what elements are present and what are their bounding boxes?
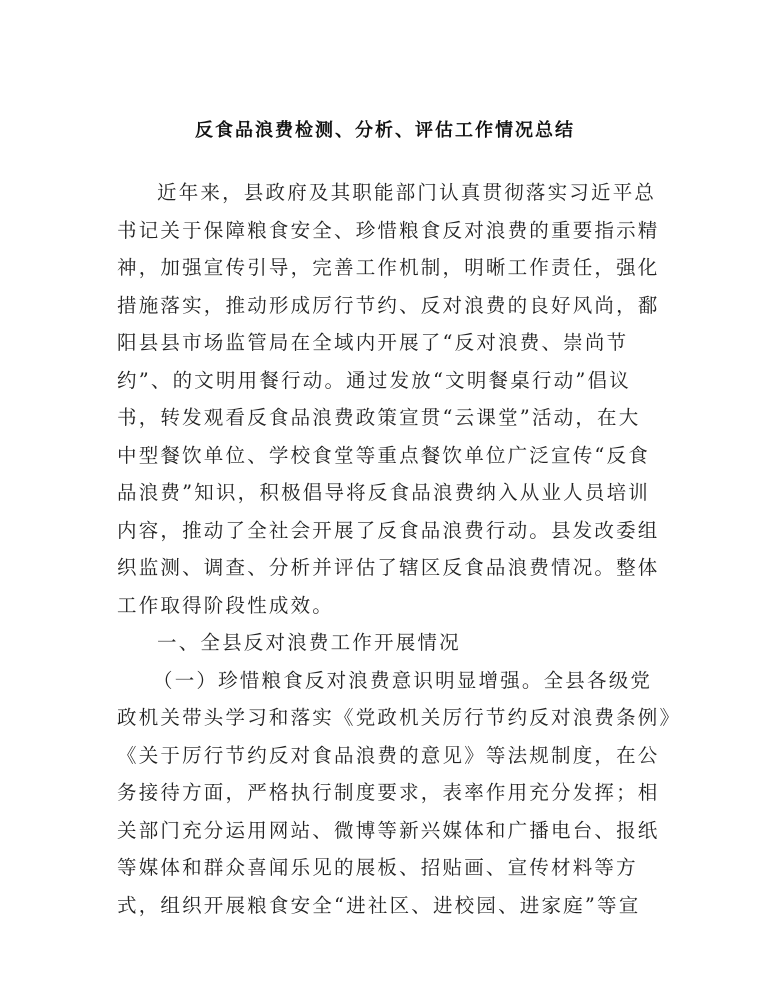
body-line: 等媒体和群众喜闻乐见的展板、招贴画、宣传材料等方	[117, 856, 638, 879]
document-body	[117, 174, 682, 924]
body-line: 措施落实，推动形成厉行节约、反对浪费的良好风尚，鄱	[117, 293, 660, 317]
body-line: 神，加强宣传引导，完善工作机制，明晰工作责任，强化	[117, 256, 660, 279]
body-line: 工作取得阶段性成效。	[117, 593, 335, 617]
body-line: 织监测、调查、分析并评估了辖区反食品浪费情况。整体	[117, 556, 660, 579]
document-title: 反食品浪费检测、分析、评估工作情况总结	[195, 120, 575, 141]
body-line: 书，转发观看反食品浪费政策宣贯“云课堂”活动，在大	[117, 406, 641, 429]
body-line: 约”、的文明用餐行动。通过发放“文明餐桌行动”倡议	[117, 368, 631, 392]
body-line: 内容，推动了全社会开展了反食品浪费行动。县发改委组	[117, 518, 660, 542]
body-line: 式，组织开展粮食安全“进社区、进校园、进家庭”等宣	[117, 893, 641, 917]
body-line: 关部门充分运用网站、微博等新兴媒体和广播电台、报纸	[117, 818, 660, 842]
subsection-heading-line: （一）珍惜粮食反对浪费意识明显增强。全县各级党	[153, 668, 653, 692]
body-line: 书记关于保障粮食安全、珍惜粮食反对浪费的重要指示精	[117, 218, 660, 242]
body-line: 中型餐饮单位、学校食堂等重点餐饮单位广泛宣传“反食	[117, 443, 650, 467]
body-line: 品浪费”知识，积极倡导将反食品浪费纳入从业人员培训	[117, 481, 650, 504]
body-line: 务接待方面，严格执行制度要求，表率作用充分发挥；相	[117, 781, 660, 804]
body-line: 阳县县市场监管局在全域内开展了“反对浪费、崇尚节	[117, 331, 629, 354]
section-heading: 一、全县反对浪费工作开展情况	[157, 631, 461, 654]
body-line: 《关于厉行节约反对食品浪费的意见》等法规制度，在公	[117, 743, 660, 767]
body-line: 政机关带头学习和落实《党政机关厉行节约反对浪费条例》	[117, 706, 682, 729]
body-line: 近年来，县政府及其职能部门认真贯彻落实习近平总	[157, 181, 657, 204]
